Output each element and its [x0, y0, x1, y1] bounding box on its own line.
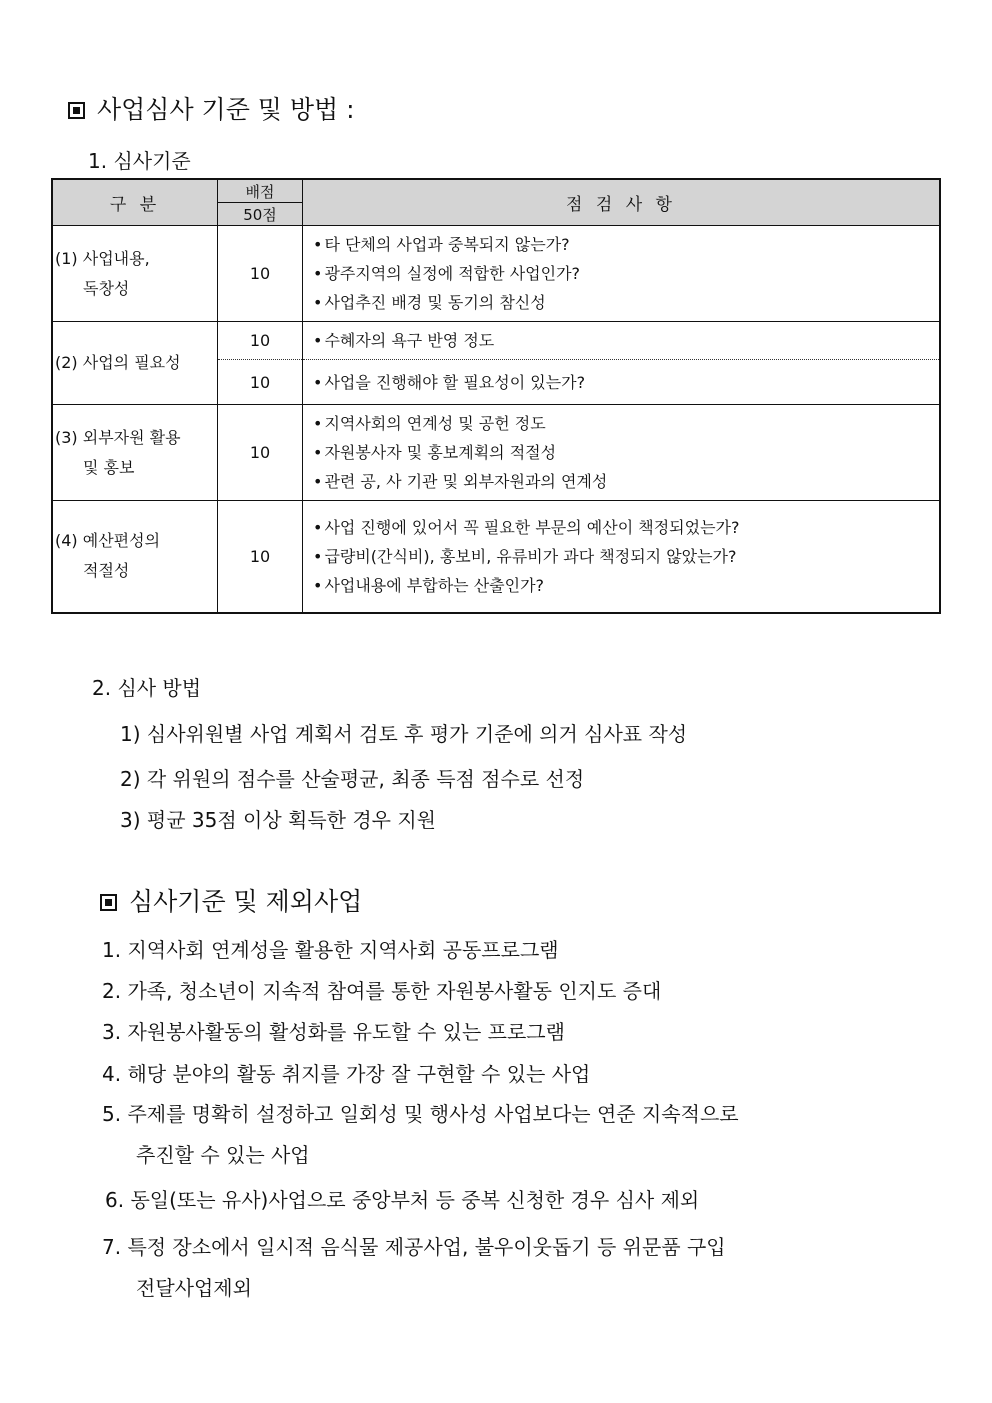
list-item: 3. 자원봉사활동의 활성화를 유도할 수 있는 프로그램 — [102, 1020, 565, 1044]
section-title-text: 심사기준 및 제외사업 — [129, 887, 363, 916]
list-item: 2. 가족, 청소년이 지속적 참여를 통한 자원봉사활동 인지도 증대 — [102, 979, 662, 1003]
list-item: 7. 특정 장소에서 일시적 음식물 제공사업, 불우이웃돕기 등 위문품 구입 — [102, 1235, 726, 1259]
list-item-continuation: 전달사업제외 — [136, 1276, 252, 1300]
criteria-table — [51, 178, 941, 614]
row-checks: • 사업을 진행해야 할 필요성이 있는가? — [303, 360, 941, 405]
method-item: 2) 각 위원의 점수를 산술평균, 최종 득점 점수로 선정 — [120, 767, 585, 791]
section-title — [100, 882, 362, 918]
method-item: 3) 평균 35점 이상 획득한 경우 지원 — [120, 808, 436, 832]
header-score-total: 50점 — [218, 203, 303, 226]
list-item: 6. 동일(또는 유사)사업으로 중앙부처 등 중복 신청한 경우 심사 제외 — [105, 1188, 700, 1212]
method-item: 1) 심사위원별 사업 계획서 검토 후 평가 기준에 의거 심사표 작성 — [120, 722, 688, 746]
row-checks: • 수혜자의 욕구 반영 정도 — [303, 322, 941, 360]
subsection-title-criteria: 1. 심사기준 — [88, 149, 191, 173]
header-checks: 점 검 사 항 — [303, 179, 941, 226]
section-title-text: 사업심사 기준 및 방법 : — [97, 95, 355, 124]
row-category: (2) 사업의 필요성 — [52, 322, 218, 405]
header-score-label: 배점 — [218, 179, 303, 203]
row-score: 10 — [218, 322, 303, 360]
subsection-title-method: 2. 심사 방법 — [92, 676, 202, 700]
row-checks: • 사업 진행에 있어서 꼭 필요한 부문의 예산이 책정되었는가? • 급량비(간식비), 홍보비, 유류비가 과다 책정되지 않았는가? • 사업내용에 부합하는 산출인가? — [303, 501, 941, 613]
row-score: 10 — [218, 405, 303, 501]
filled-square-icon — [100, 894, 117, 911]
row-category: (3) 외부자원 활용 및 홍보 — [52, 405, 218, 501]
filled-square-icon — [68, 102, 85, 119]
row-category: (4) 예산편성의 적절성 — [52, 501, 218, 613]
row-checks: • 타 단체의 사업과 중복되지 않는가? • 광주지역의 실정에 적합한 사업인가? • 사업추진 배경 및 동기의 참신성 — [303, 226, 941, 322]
table-row — [52, 501, 940, 613]
row-score: 10 — [218, 226, 303, 322]
row-checks: • 지역사회의 연계성 및 공헌 정도 • 자원봉사자 및 홍보계획의 적절성 • 관련 공, 사 기관 및 외부자원과의 연계성 — [303, 405, 941, 501]
table-row — [52, 322, 940, 360]
list-item: 1. 지역사회 연계성을 활용한 지역사회 공동프로그램 — [102, 938, 559, 962]
list-item-continuation: 추진할 수 있는 사업 — [136, 1143, 310, 1167]
row-score: 10 — [218, 501, 303, 613]
header-category: 구 분 — [52, 179, 218, 226]
section-title — [68, 90, 355, 126]
table-row — [52, 226, 940, 322]
row-category: (1) 사업내용, 독창성 — [52, 226, 218, 322]
table-row — [52, 405, 940, 501]
list-item: 5. 주제를 명확히 설정하고 일회성 및 행사성 사업보다는 연준 지속적으로 — [102, 1102, 739, 1126]
list-item: 4. 해당 분야의 활동 취지를 가장 잘 구현할 수 있는 사업 — [102, 1062, 591, 1086]
row-score: 10 — [218, 360, 303, 405]
